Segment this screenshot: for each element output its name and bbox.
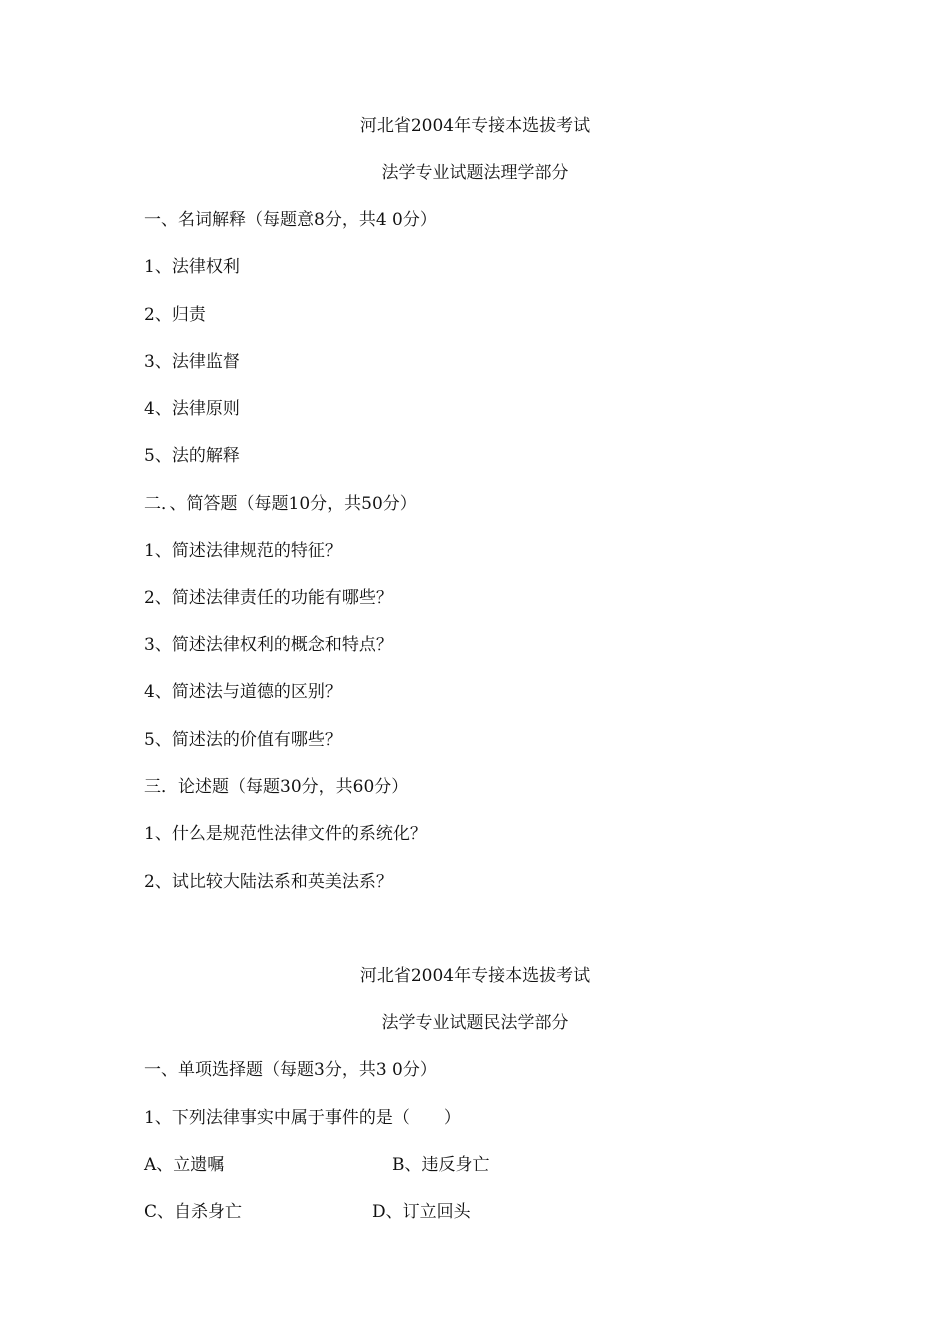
question-text: 1、下列法律事实中属于事件的是（ ）	[144, 1108, 461, 1128]
list-item: 2、试比较大陆法系和英美法系？	[144, 872, 393, 892]
option-c: C、自杀身亡	[144, 1202, 243, 1222]
option-b: B、违反身亡	[392, 1155, 490, 1175]
list-item: 4、简述法与道德的区别？	[144, 682, 342, 702]
list-item: 1、什么是规范性法律文件的系统化？	[144, 824, 427, 844]
list-item: 3、简述法律权利的概念和特点？	[144, 635, 393, 655]
exam-title: 河北省2004年专接本选拔考试	[359, 966, 591, 986]
list-item: 4、法律原则	[144, 399, 240, 419]
option-a: A、立遗嘱	[144, 1155, 225, 1175]
section-heading: 一、单项选择题（每题3分，共3 0分）	[144, 1060, 437, 1080]
list-item: 5、简述法的价值有哪些？	[144, 730, 342, 750]
list-item: 2、简述法律责任的功能有哪些？	[144, 588, 393, 608]
exam-subtitle: 法学专业试题法理学部分	[381, 163, 569, 183]
list-item: 1、法律权利	[144, 257, 240, 277]
list-item: 3、法律监督	[144, 352, 240, 372]
section-heading: 一、名词解释（每题意8分，共4 0分）	[144, 210, 437, 230]
list-item: 1、简述法律规范的特征？	[144, 541, 342, 561]
exam-title: 河北省2004年专接本选拔考试	[359, 116, 591, 136]
list-item: 2、归责	[144, 305, 206, 325]
option-d: D、订立回头	[372, 1202, 471, 1222]
list-item: 5、法的解释	[144, 446, 240, 466]
section-heading: 三．论述题（每题30分，共60分）	[144, 777, 409, 797]
exam-subtitle: 法学专业试题民法学部分	[381, 1013, 569, 1033]
section-heading: 二．、简答题（每题10分，共50分）	[144, 494, 417, 514]
